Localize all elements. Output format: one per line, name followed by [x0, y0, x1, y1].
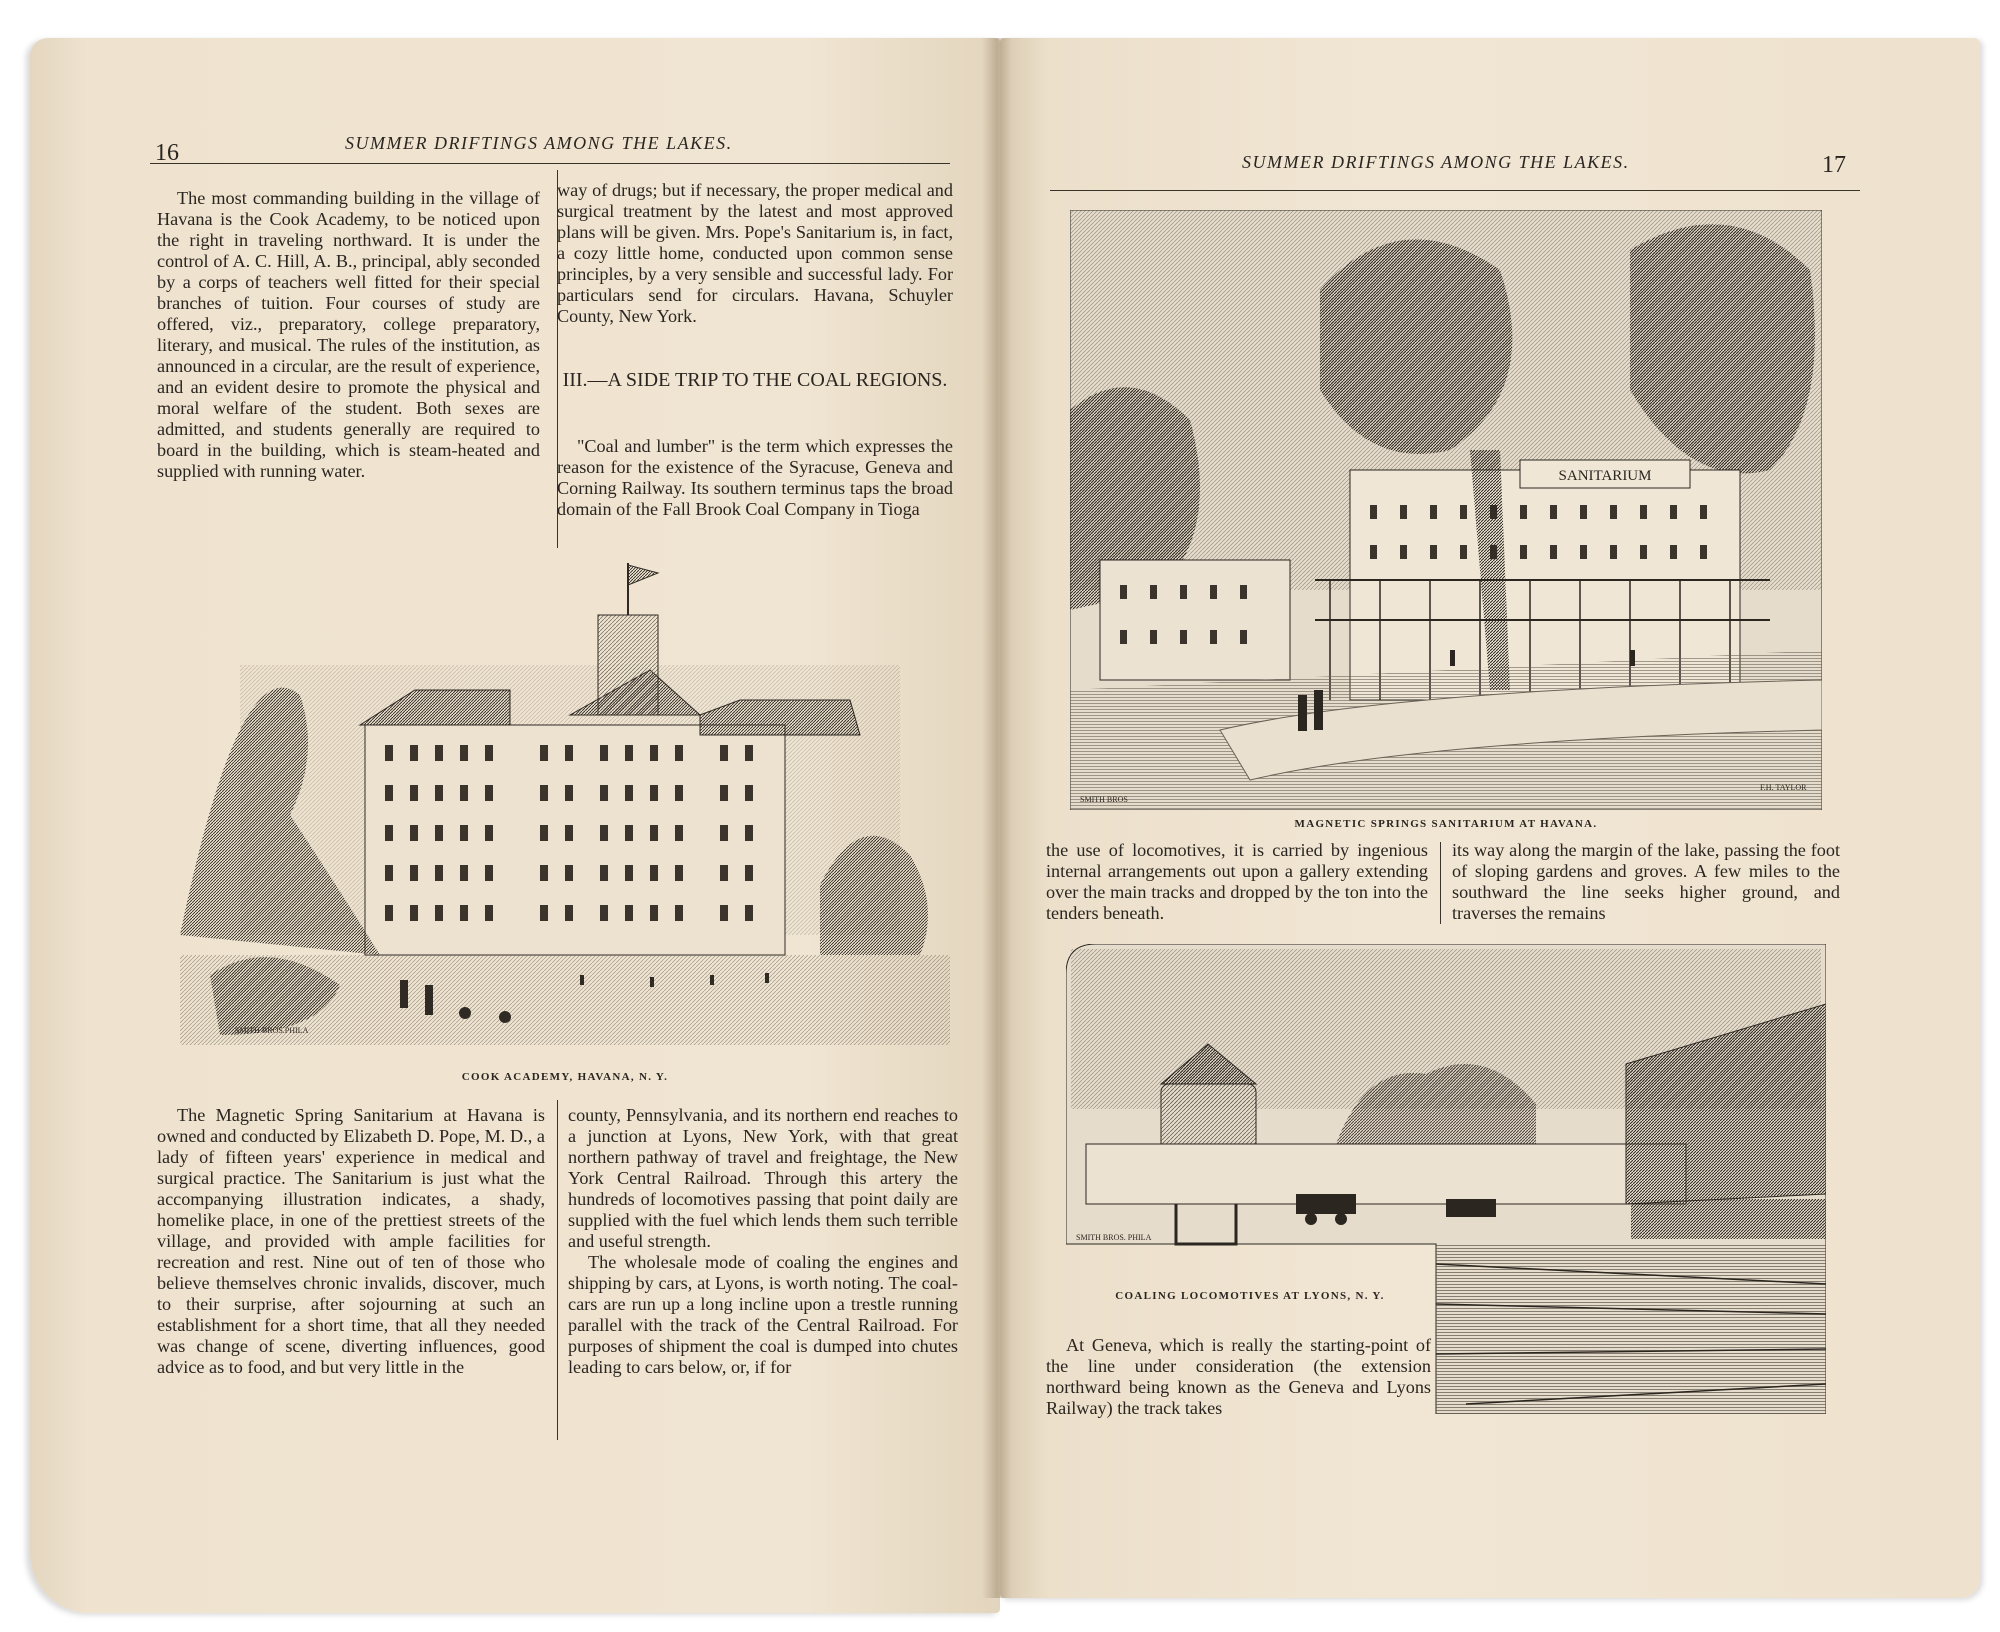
paragraph-pope-sanitarium: way of drugs; but if necessary, the proper medical and surgical treatment by the latest and most approved plans will be given. Mrs. Pope's Sanitarium is, in fact, a cozy little home, conducted upon common sense principles, by a very sensible and successful lady. For particulars send for circulars. Havana, Schuyler County, New York. — [557, 180, 953, 326]
engraver-signature-left: SMITH BROS — [1080, 795, 1128, 804]
column-1-top — [157, 188, 540, 482]
running-head-right: SUMMER DRIFTINGS AMONG THE LAKES. — [1242, 152, 1630, 172]
caption-sanitarium: MAGNETIC SPRINGS SANITARIUM AT HAVANA. — [1294, 818, 1598, 830]
coal-cars — [1631, 1199, 1826, 1239]
side-building — [1100, 560, 1290, 680]
right-mid-column-1 — [1046, 840, 1428, 924]
svg-text:SMITH BROS.PHILA: SMITH BROS.PHILA — [235, 1026, 309, 1035]
column-1-bottom — [157, 1105, 545, 1378]
page-number-right: 17 — [1822, 152, 1846, 178]
paragraph-cook-academy: The most commanding building in the village of Havana is the Cook Academy, to be noticed upon the right in traveling northward. It is under the control of A. C. Hill, A. B., principal, ably seconded by a corps of teachers well fitted for their special branches of tuition. Four courses of study are offered, viz., preparatory, college preparatory, literary, and musical. The rules of the institution, as announced in a circular, are the result of experience, and an evident desire to promote the physical and moral welfare of the student. Both sexes are admitted, and students generally are required to board in the building, which is steam-heated and supplied with running water. — [157, 188, 540, 481]
cook-academy-illustration — [180, 555, 950, 1055]
paragraph-magnetic-spring: The Magnetic Spring Sanitarium at Havana is owned and conducted by Elizabeth D. Pope, M. D., a lady of fifteen years' experience in medical and surgical practice. The Sanitarium is just what the accompanying illustration indicates, a shady, homelike place, in one of the prettiest streets of the village, and provided with ample facilities for recreation and rest. Nine out of ten of those who believe themselves chronic invalids, discover, much to their surprise, after sojourning at such an establishment for a short time, that all they needed was change of scene, diverting influences, good advice as to food, and but very little in the — [157, 1105, 545, 1377]
column-2-top — [557, 180, 953, 327]
column-2-bottom — [568, 1105, 958, 1378]
paragraph-geneva: At Geneva, which is really the starting-point of the line under consideration (the extension northward being known as the Geneva and Lyons Railway) the track takes — [1046, 1335, 1431, 1418]
paragraph-lyons-junction: county, Pennsylvania, and its northern end reaches to a junction at Lyons, New York, with that great northern pathway of travel and freightage, the New York Central Railroad. Through this artery the hundreds of locomotives passing that point daily are supplied with the fuel which lends them such terrible and useful strength. — [568, 1105, 958, 1251]
page-number-left: 16 — [155, 140, 179, 166]
header-rule-left — [150, 163, 950, 164]
paragraph-lake-margin: its way along the margin of the lake, passing the foot of sloping gardens and groves. A few miles to the southward the line seeks higher ground, and traverses the remains — [1452, 840, 1840, 923]
rail-tracks — [1436, 1244, 1826, 1414]
right-bottom-column — [1046, 1335, 1431, 1419]
sanitarium-illustration — [1070, 210, 1822, 810]
header-rule-right — [1050, 190, 1860, 191]
coal-shed — [1086, 1144, 1686, 1204]
svg-text:SMITH BROS. PHILA: SMITH BROS. PHILA — [1076, 1233, 1152, 1242]
running-head-left: SUMMER DRIFTINGS AMONG THE LAKES. — [345, 133, 733, 153]
section-heading: III.—A SIDE TRIP TO THE COAL REGIONS. — [562, 369, 948, 391]
caption-coaling: COALING LOCOMOTIVES AT LYONS, N. Y. — [1115, 1290, 1385, 1302]
right-mid-column-2 — [1452, 840, 1840, 924]
column-2-section — [557, 436, 953, 520]
book-gutter — [982, 38, 1012, 1598]
caption-cook-academy: COOK ACADEMY, HAVANA, N. Y. — [461, 1071, 669, 1083]
column-divider-right — [1440, 842, 1441, 924]
paragraph-coaling-engines: The wholesale mode of coaling the engines and shipping by cars, at Lyons, is worth noting. The coal-cars are run up a long incline upon a trestle running parallel with the track of the Central Railroad. For purposes of shipment the coal is dumped into chutes leading to cars below, or, if for — [568, 1252, 958, 1377]
flag — [628, 565, 658, 585]
academy-tower — [598, 615, 658, 715]
column-divider-bottom — [557, 1100, 558, 1440]
engraver-signature-right: F.H. TAYLOR — [1760, 783, 1807, 792]
paragraph-locomotive-gallery: the use of locomotives, it is carried by ingenious internal arrangements out upon a gallery extending over the main tracks and dropped by the ton into the tenders beneath. — [1046, 840, 1428, 923]
sanitarium-sign: SANITARIUM — [1558, 468, 1652, 484]
paragraph-coal-and-lumber: "Coal and lumber" is the term which expresses the reason for the existence of the Syracuse, Geneva and Corning Railway. Its southern terminus taps the broad domain of the Fall Brook Coal Company in Tioga — [557, 436, 953, 519]
